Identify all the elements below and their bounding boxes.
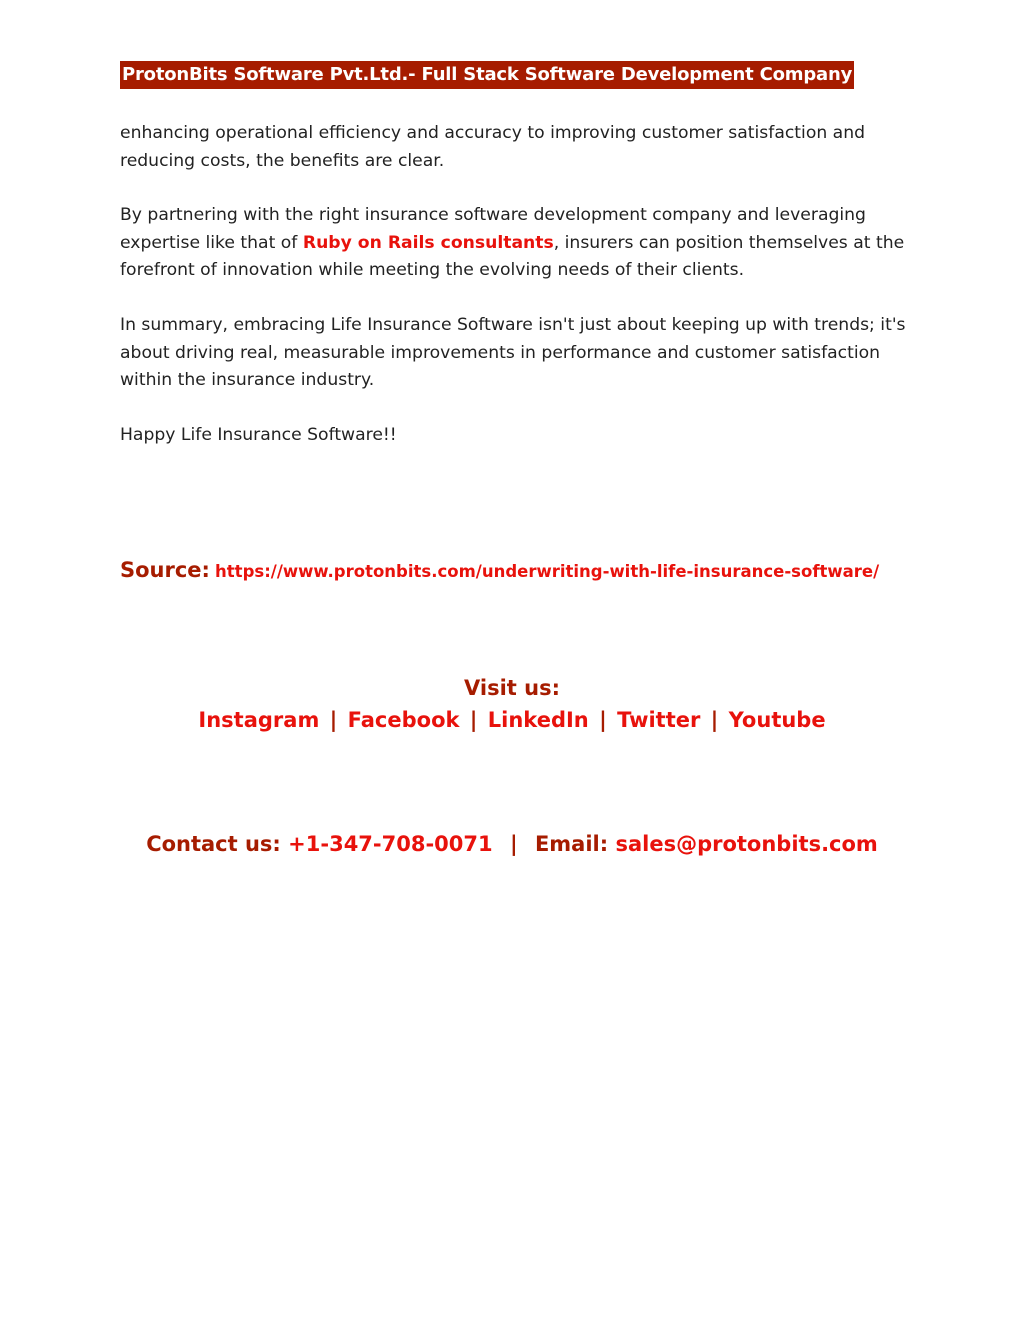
paragraph-partnering bbox=[120, 202, 910, 285]
social-separator: | bbox=[710, 708, 719, 732]
paragraph-partnering-start: By partnering with the right insurance software development company and leveraging expertise like that of bbox=[120, 205, 866, 253]
contact-line bbox=[0, 832, 1024, 856]
paragraph-benefits: enhancing operational efficiency and accuracy to improving customer satisfaction and reducing costs, the benefits are clear. bbox=[120, 123, 866, 171]
company-header-banner: ProtonBits Software Pvt.Ltd.- Full Stack Software Development Company bbox=[120, 61, 854, 89]
source-line bbox=[120, 558, 879, 582]
source-url-link[interactable]: https://www.protonbits.com/underwriting-with-life-insurance-software/ bbox=[215, 562, 880, 581]
visit-us-block bbox=[0, 672, 1024, 736]
email-link[interactable]: sales@protonbits.com bbox=[615, 832, 878, 856]
email-label: Email: bbox=[534, 832, 609, 856]
paragraph-partnering-end: , insurers can position themselves at the forefront of innovation while meeting the evolving needs of their clients. bbox=[120, 232, 905, 280]
facebook-link[interactable]: Facebook bbox=[347, 708, 460, 732]
instagram-link[interactable]: Instagram bbox=[198, 708, 320, 732]
twitter-link[interactable]: Twitter bbox=[617, 708, 701, 732]
phone-link[interactable]: +1-347-708-0071 bbox=[288, 832, 493, 856]
social-separator: | bbox=[469, 708, 478, 732]
visit-us-label: Visit us: bbox=[464, 676, 560, 700]
paragraph-closing: Happy Life Insurance Software!! bbox=[120, 425, 397, 445]
youtube-link[interactable]: Youtube bbox=[728, 708, 826, 732]
paragraph-summary: In summary, embracing Life Insurance Software isn't just about keeping up with trends; it's about driving real, measurable improvements in performance and customer satisfaction within the insurance industry. bbox=[120, 315, 906, 390]
social-separator: | bbox=[329, 708, 338, 732]
ruby-on-rails-consultants-link[interactable]: Ruby on Rails consultants bbox=[302, 232, 554, 253]
source-label: Source: bbox=[120, 558, 210, 582]
contact-label: Contact us: bbox=[146, 832, 281, 856]
social-separator: | bbox=[599, 708, 607, 732]
social-links-row bbox=[0, 704, 1024, 736]
linkedin-link[interactable]: LinkedIn bbox=[487, 708, 589, 732]
contact-separator: | bbox=[509, 832, 518, 856]
